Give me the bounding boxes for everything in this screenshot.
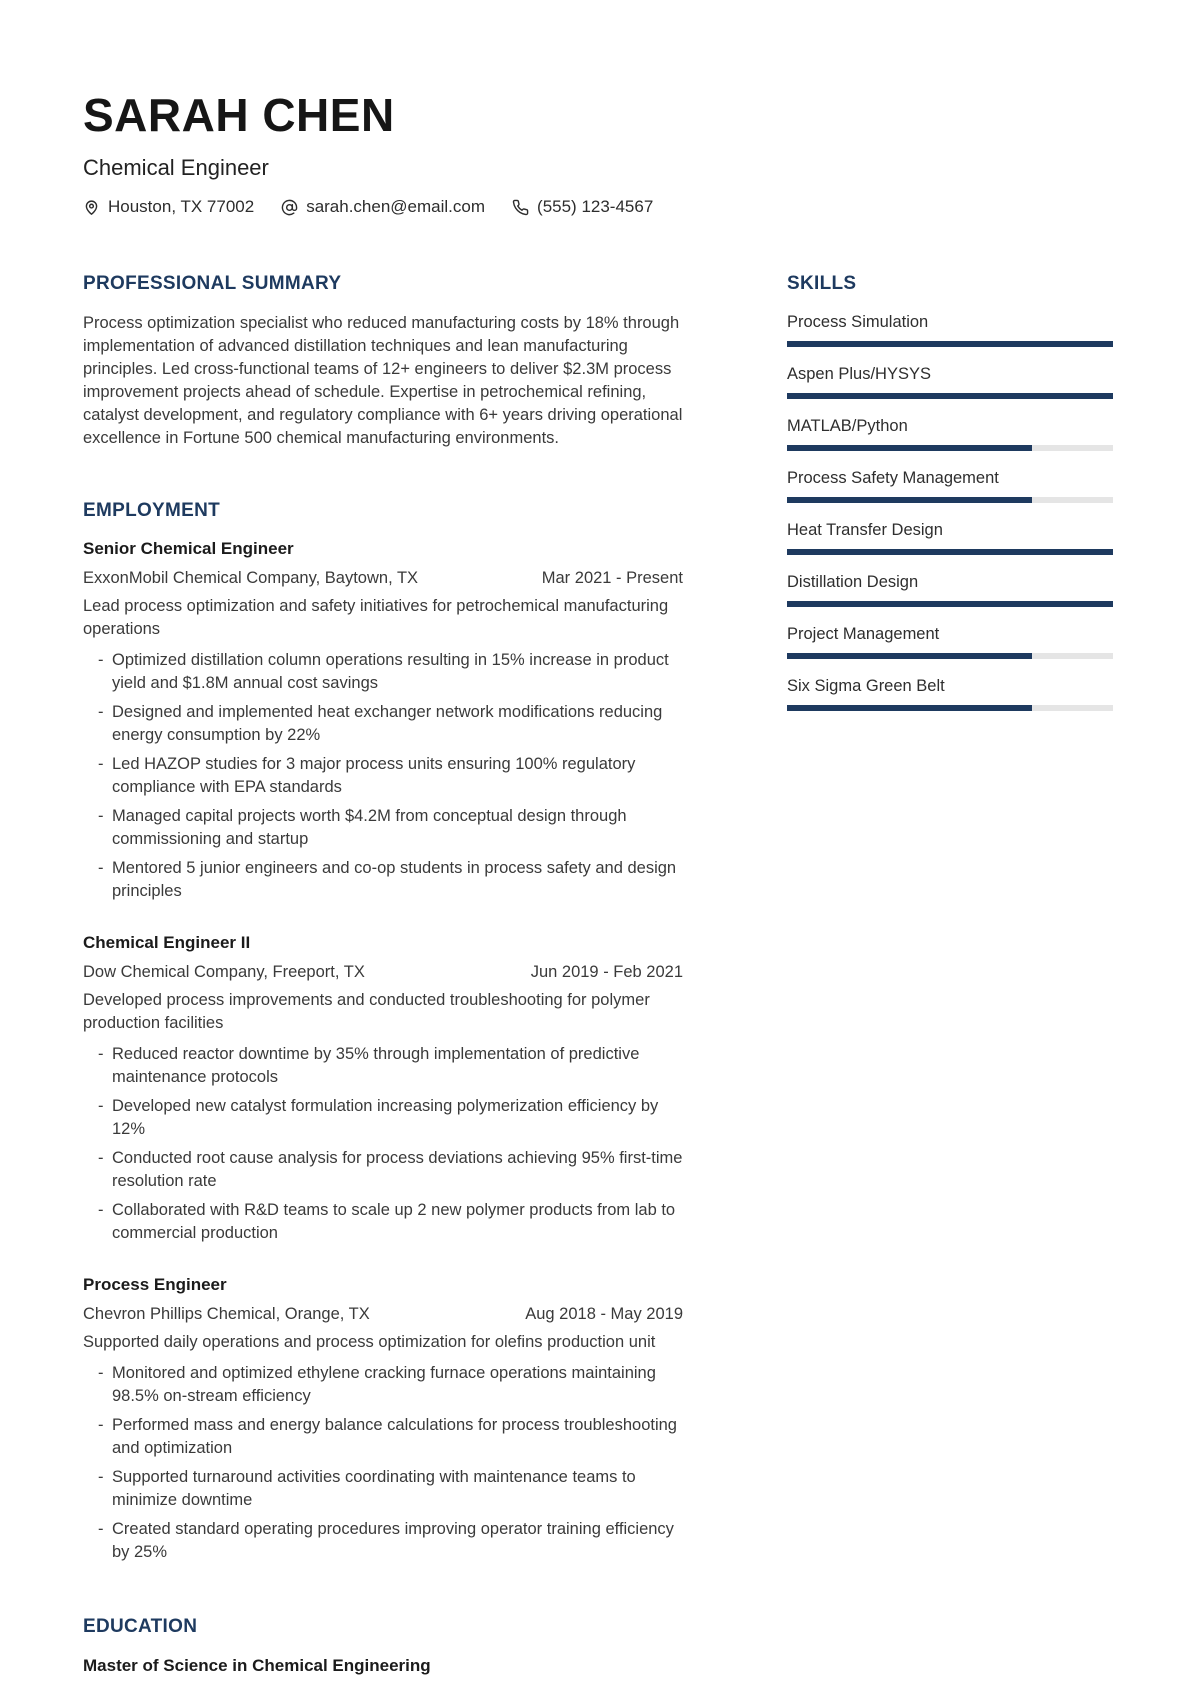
job-dates: Mar 2021 - Present [541, 569, 683, 588]
skill-item [787, 468, 1113, 503]
skill-bar-fill [787, 497, 1032, 503]
skill-item [787, 572, 1113, 607]
skill-name: Six Sigma Green Belt [787, 676, 945, 695]
contact-row [83, 197, 1113, 217]
skill-item [787, 416, 1113, 451]
skill-bar-fill [787, 445, 1032, 451]
employment-heading: EMPLOYMENT [83, 499, 221, 521]
job-meta [83, 1304, 683, 1325]
skill-item [787, 312, 1113, 347]
skill-item [787, 676, 1113, 711]
phone-icon [512, 199, 529, 216]
skills-heading: SKILLS [787, 273, 857, 295]
location-pin-icon [83, 199, 100, 216]
skill-bar-fill [787, 705, 1032, 711]
job-dates: Jun 2019 - Feb 2021 [530, 963, 683, 982]
content-columns [83, 273, 1113, 1676]
skill-bar-track [787, 653, 1113, 659]
person-job-title: Chemical Engineer [83, 154, 269, 180]
job-bullet: - Managed capital projects worth $4.2M from conceptual design through commissioning and startup [98, 805, 683, 851]
at-sign-icon [281, 199, 298, 216]
skill-name: MATLAB/Python [787, 416, 908, 435]
job-bullets [83, 1043, 683, 1245]
resume-header [83, 89, 1113, 217]
job-bullet: - Led HAZOP studies for 3 major process units ensuring 100% regulatory compliance with EPA standards [98, 753, 683, 799]
skill-bar-fill [787, 549, 1113, 555]
skills-section [787, 273, 1113, 711]
skill-bar-track [787, 497, 1113, 503]
person-name: SARAH CHEN [83, 89, 395, 141]
job-bullet: - Optimized distillation column operations resulting in 15% increase in product yield and $1.8M annual cost savings [98, 649, 683, 695]
contact-item [281, 197, 485, 217]
job-bullet: - Reduced reactor downtime by 35% through implementation of predictive maintenance protocols [98, 1043, 683, 1089]
job-company: ExxonMobil Chemical Company, Baytown, TX [83, 569, 419, 588]
skill-name: Distillation Design [787, 572, 919, 591]
job-meta [83, 962, 683, 983]
job-bullet: - Created standard operating procedures improving operator training efficiency by 25% [98, 1518, 683, 1564]
job-description: Supported daily operations and process optimization for olefins production unit [83, 1332, 656, 1351]
skill-name: Project Management [787, 624, 940, 643]
main-column [83, 273, 683, 1676]
job-title: Senior Chemical Engineer [83, 538, 294, 558]
sidebar-column [787, 273, 1113, 1676]
skill-name: Process Safety Management [787, 468, 999, 487]
job-bullets [83, 1362, 683, 1564]
job-title: Process Engineer [83, 1274, 227, 1294]
skill-bar-fill [787, 393, 1113, 399]
job-company: Chevron Phillips Chemical, Orange, TX [83, 1305, 370, 1324]
job-bullet: - Developed new catalyst formulation increasing polymerization efficiency by 12% [98, 1095, 683, 1141]
contact-text: Houston, TX 77002 [108, 197, 255, 217]
skill-bar-fill [787, 653, 1032, 659]
job-bullet: - Collaborated with R&D teams to scale up 2 new polymer products from lab to commercial production [98, 1199, 683, 1245]
contact-text: (555) 123-4567 [537, 197, 654, 217]
contact-item [512, 197, 653, 217]
job-description: Lead process optimization and safety initiatives for petrochemical manufacturing operations [83, 596, 669, 638]
education-degree: Master of Science in Chemical Engineering [83, 1655, 431, 1675]
education-heading: EDUCATION [83, 1615, 198, 1637]
skill-bar-track [787, 445, 1113, 451]
summary-text: Process optimization specialist who reduced manufacturing costs by 18% through implementation of advanced distillation techniques and lean manufacturing principles. Led cross-functional teams of 12+ engineers to deliver $2.3M process improvement projects ahead of schedule. Expertise in petrochemical refining, catalyst development, and regulatory compliance with 6+ years driving operational excellence in Fortune 500 chemical manufacturing environments. [83, 313, 683, 447]
jobs-list [83, 539, 683, 1564]
skill-bar-fill [787, 601, 1113, 607]
job-bullet: - Conducted root cause analysis for process deviations achieving 95% first-time resolution rate [98, 1147, 683, 1193]
skill-item [787, 364, 1113, 399]
skill-item [787, 520, 1113, 555]
skill-bar-track [787, 393, 1113, 399]
skill-name: Process Simulation [787, 312, 929, 331]
education-section [83, 1616, 683, 1676]
skill-name: Aspen Plus/HYSYS [787, 364, 931, 383]
job-bullet: - Monitored and optimized ethylene cracking furnace operations maintaining 98.5% on-stream efficiency [98, 1362, 683, 1408]
skill-item [787, 624, 1113, 659]
job-description: Developed process improvements and conducted troubleshooting for polymer production facilities [83, 990, 650, 1032]
summary-heading: PROFESSIONAL SUMMARY [83, 273, 342, 295]
skill-bar-track [787, 601, 1113, 607]
job-bullet: - Supported turnaround activities coordinating with maintenance teams to minimize downtime [98, 1466, 683, 1512]
skill-bar-track [787, 705, 1113, 711]
skill-bar-track [787, 549, 1113, 555]
skill-bar-track [787, 341, 1113, 347]
skill-bar-fill [787, 341, 1113, 347]
summary-section [83, 273, 683, 450]
job-company: Dow Chemical Company, Freeport, TX [83, 963, 365, 982]
job-title: Chemical Engineer II [83, 932, 251, 952]
employment-section [83, 500, 683, 1564]
job-meta [83, 568, 683, 589]
contact-item [83, 197, 254, 217]
skills-list [787, 312, 1113, 711]
job-bullets [83, 649, 683, 903]
job-bullet: - Mentored 5 junior engineers and co-op students in process safety and design principles [98, 857, 683, 903]
job-bullet: - Designed and implemented heat exchanger network modifications reducing energy consumption by 22% [98, 701, 683, 747]
job-bullet: - Performed mass and energy balance calculations for process troubleshooting and optimization [98, 1414, 683, 1460]
skill-name: Heat Transfer Design [787, 520, 943, 539]
job-entry [83, 1275, 683, 1564]
job-dates: Aug 2018 - May 2019 [525, 1305, 683, 1324]
contact-text: sarah.chen@email.com [306, 197, 486, 217]
job-entry [83, 539, 683, 903]
job-entry [83, 933, 683, 1245]
